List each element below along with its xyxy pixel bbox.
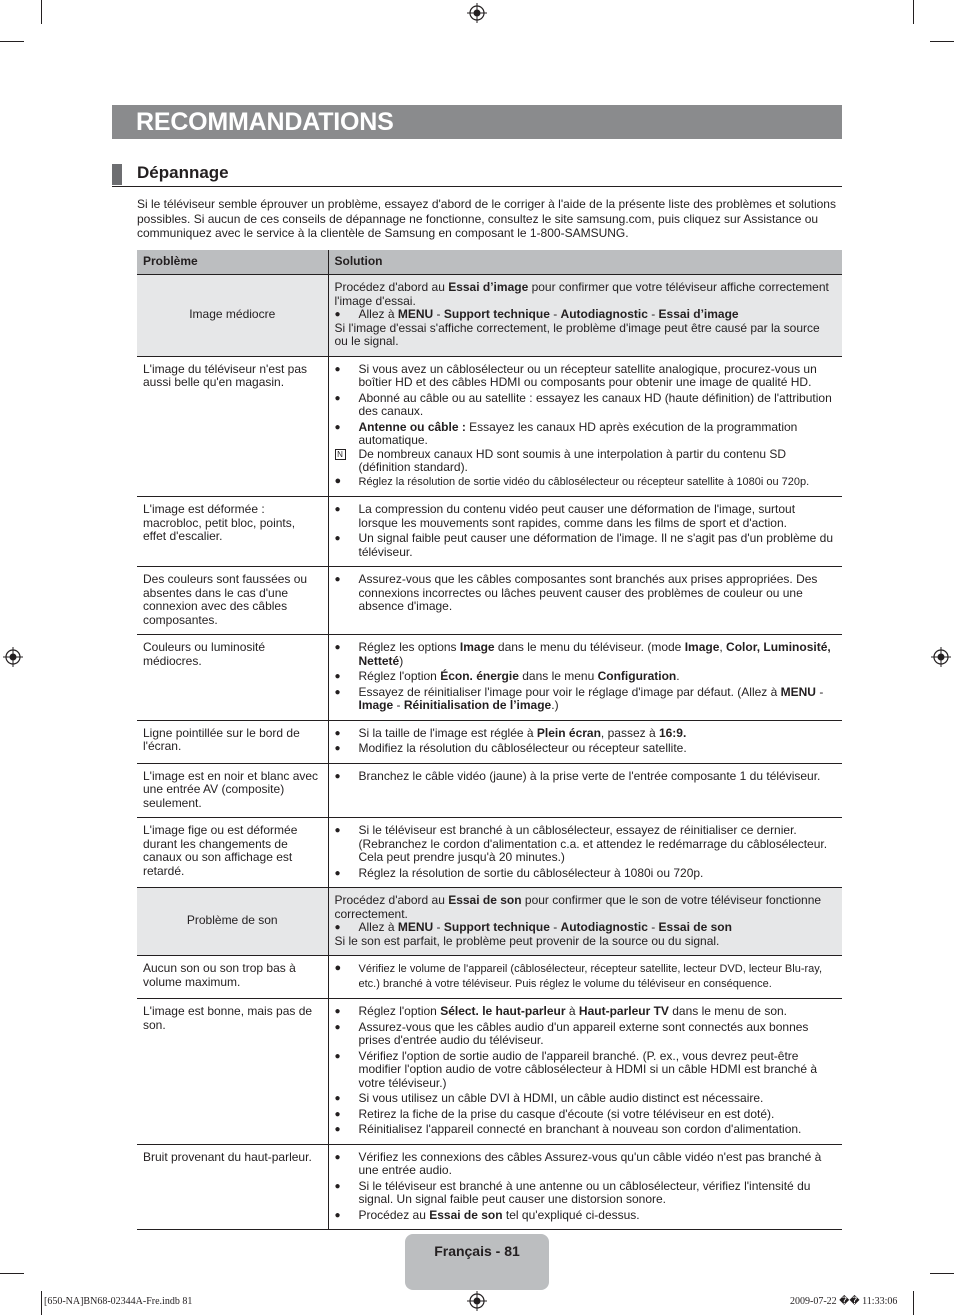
list-item-text — [359, 1179, 811, 1207]
text-run: Image — [358, 698, 394, 712]
text-run: Assurez-vous que les câbles composantes sont branchés aux prises appropriées. Des connexions incorrectes ou lâches peuvent causer des problèmes de couleur ou une absence d'image. — [358, 572, 818, 613]
bullet-icon: ● — [334, 309, 341, 320]
table-row — [137, 818, 842, 888]
problem-cell: L'image est bonne, mais pas de son. — [137, 999, 328, 1145]
list-item-text — [359, 391, 832, 419]
table-row — [137, 763, 842, 818]
text-run: Essai de son — [448, 893, 522, 907]
table-row — [137, 888, 842, 956]
list-item — [335, 824, 837, 865]
solution-cell — [328, 567, 842, 635]
text-run: Si la taille de l'image est réglée à — [358, 725, 537, 740]
bullet-icon: ● — [334, 686, 341, 698]
crop-mark — [41, 0, 42, 24]
text-run: Procédez d'abord au — [334, 893, 449, 907]
problem-cell: Couleurs ou luminosité médiocres. — [137, 635, 328, 721]
text-run: Image — [459, 640, 495, 654]
list-item — [335, 641, 837, 668]
imprint-file: [650-NA]BN68-02344A-Fre.indb 81 — [44, 1296, 193, 1307]
solution-cell — [328, 635, 842, 721]
list-item-text — [359, 362, 817, 390]
text-run: Allez à — [358, 307, 398, 321]
bullet-list — [335, 503, 837, 559]
text-run: Essayez les canaux HD après exécution de la programmation automatique. — [358, 419, 798, 447]
list-item — [335, 670, 837, 684]
solution-cell — [328, 356, 842, 497]
bullet-list — [335, 475, 837, 490]
text-run: - — [433, 307, 444, 321]
list-item-text — [359, 769, 821, 783]
problem-cell: Image médiocre — [137, 275, 328, 357]
text-run: Un signal faible peut causer une déformation de l'image. Il ne s'agit pas d'un problème du téléviseur. — [358, 531, 833, 559]
section-title: Dépannage — [137, 163, 229, 182]
text-run: Vérifiez l'option de sortie audio de l'appareil branché. (P. ex., vous devrez peut-être modifier l'option audio de votre câblosélecteur à HDMI si un câble HDMI est branché à votre téléviseur.) — [358, 1048, 818, 1090]
text-run: dans le menu du téléviseur. (mode — [494, 640, 685, 654]
text-run: - — [393, 698, 404, 712]
text-run: Support technique — [443, 307, 550, 321]
table-row — [137, 497, 842, 567]
text-run: MENU — [397, 307, 434, 321]
list-item — [335, 1108, 837, 1122]
text-run: Si le téléviseur est branché à un câblosélecteur, essayez de réinitialiser ce dernier. (Rebranchez le cordon d'alimentation c.a. et attendez le redémarrage du câblosélecteur. Cela peut prendre jusqu'à 20 minutes.) — [358, 823, 828, 864]
bullet-icon: ● — [334, 727, 341, 739]
bullet-icon: ● — [334, 1006, 341, 1017]
list-item-text — [359, 669, 680, 683]
bullet-icon: ● — [334, 574, 341, 585]
list-item-text — [359, 963, 823, 990]
bullet-icon: ● — [334, 363, 341, 375]
bullet-icon: ● — [334, 1209, 341, 1221]
bullet-icon: ● — [334, 1093, 341, 1104]
imprint-date: 2009-07-22 �� 11:33:06 — [790, 1296, 898, 1307]
problem-cell: L'image fige ou est déformée durant les changements de canaux ou son affichage est retardé. — [137, 818, 328, 888]
header-solution: Solution — [328, 250, 842, 275]
text-run: MENU — [397, 920, 434, 934]
table-header-row — [137, 250, 842, 275]
bullet-icon: ● — [334, 770, 341, 782]
bullet-icon: ● — [334, 867, 341, 879]
bullet-list — [335, 573, 837, 614]
solution-cell — [328, 720, 842, 763]
text-run: - — [433, 920, 444, 934]
list-item — [335, 1123, 837, 1137]
page-number: Français - 81 — [434, 1243, 520, 1259]
table-row — [137, 635, 842, 721]
text-run: Haut-parleur TV — [578, 1004, 669, 1018]
text-run: Si le son est parfait, le problème peut provenir de la source ou du signal. — [334, 933, 720, 948]
text-run: - — [815, 684, 824, 699]
list-item — [335, 1209, 837, 1223]
text-run: Support technique — [443, 920, 550, 934]
text-run: pour confirmer que le son de votre téléviseur fonctionne correctement. — [334, 893, 822, 921]
list-item — [335, 962, 837, 991]
bullet-icon: ● — [334, 392, 341, 404]
text-run: Autodiagnostic — [560, 920, 648, 934]
section-bar — [112, 164, 122, 185]
list-item-text — [359, 1150, 822, 1178]
text-run: De nombreux canaux HD sont soumis à une interpolation à partir du contenu SD (définition standard). — [358, 446, 787, 474]
table-row — [137, 275, 842, 357]
text-run: Procédez d'abord au — [334, 280, 449, 294]
text-run: Antenne ou câble : — [358, 419, 466, 434]
solution-cell — [328, 275, 842, 357]
solution-cell — [328, 956, 842, 999]
text-run: dans le menu — [518, 669, 598, 683]
bullet-list — [335, 824, 837, 880]
text-run: - — [647, 307, 659, 321]
list-item-text — [359, 920, 732, 934]
text-run: Color, Luminosité, Netteté — [358, 640, 831, 668]
list-item — [335, 1092, 837, 1106]
list-item-text — [359, 502, 796, 530]
list-item-text — [359, 572, 818, 613]
solution-paragraph — [335, 322, 837, 349]
list-item — [335, 867, 837, 881]
bullet-icon: ● — [334, 642, 341, 653]
note-text — [359, 447, 787, 475]
list-item-text — [359, 1122, 802, 1136]
text-run: Si vous utilisez un câble DVI à HDMI, un câble audio distinct est nécessaire. — [358, 1091, 764, 1105]
text-run: Retirez la fiche de la prise du casque d'écoute (si votre téléviseur en est doté). — [358, 1106, 775, 1121]
list-item-text — [359, 823, 828, 864]
list-item — [335, 686, 837, 713]
list-item-text — [359, 741, 687, 755]
text-run: Configuration — [597, 669, 677, 683]
text-run: Essai d’image — [658, 307, 739, 321]
list-item — [335, 921, 837, 935]
note — [335, 448, 837, 475]
text-run: - — [549, 920, 561, 934]
text-run: Vérifiez le volume de l'appareil (câblosélecteur, récepteur satellite, lecteur DVD, lecteur Blu-ray, etc.) branché à votre téléviseur. Puis réglez le volume du téléviseur en conséquence. — [358, 963, 822, 990]
text-run: dans le menu de son. — [668, 1004, 787, 1018]
bullet-icon: ● — [334, 962, 342, 974]
text-run: La compression du contenu vidéo peut causer une déformation de l'image, surtout lorsque les mouvements sont rapides, comme dans les films de sport et d'action. — [358, 502, 796, 530]
text-run: Réglez les options — [358, 640, 460, 654]
table-row — [137, 356, 842, 497]
bullet-icon: ● — [334, 421, 341, 433]
table-row — [137, 720, 842, 763]
problem-cell: Bruit provenant du haut-parleur. — [137, 1144, 328, 1230]
solution-cell — [328, 888, 842, 956]
registration-mark-icon — [3, 647, 23, 667]
list-item — [335, 770, 837, 784]
bullet-icon: ● — [334, 922, 341, 933]
list-item-text — [359, 1208, 640, 1222]
crop-mark — [930, 1273, 954, 1274]
list-item-text — [359, 685, 824, 713]
table-row — [137, 567, 842, 635]
crop-mark — [0, 1273, 24, 1274]
text-run: Vérifiez les connexions des câbles Assurez-vous qu'un câble vidéo n'est pas branché à une entrée audio. — [358, 1149, 822, 1177]
crop-mark — [913, 1291, 914, 1315]
solution-cell — [328, 818, 842, 888]
solution-cell — [328, 999, 842, 1145]
crop-mark — [41, 1291, 42, 1315]
list-item — [335, 363, 837, 390]
text-run: , passez à — [600, 725, 659, 740]
solution-paragraph — [335, 281, 837, 308]
list-item — [335, 308, 837, 322]
troubleshooting-table — [137, 250, 842, 1230]
solution-paragraph — [335, 935, 837, 949]
text-run: Essayez de réinitialiser l'image pour voir le réglage d'image par défaut. (Allez à — [358, 684, 781, 699]
bullet-list — [335, 641, 837, 713]
text-run: Réinitialisation de l’image — [403, 698, 552, 712]
bullet-icon: ● — [334, 1124, 341, 1135]
text-run: MENU — [780, 684, 816, 699]
text-run: Image — [684, 640, 720, 654]
intro-paragraph: Si le téléviseur semble éprouver un problème, essayez d'abord de le corriger à l'aide de la présente liste des problèmes et solutions possibles. Si aucun de ces conseils de dépannage ne fonctionne, consultez le site samsung.com, puis cliquez sur Assistance ou communiquez avec le service à la clientèle de Samsung en composant le 1-800-SAMSUNG. — [137, 197, 836, 240]
solution-cell — [328, 763, 842, 818]
text-run: Si le téléviseur est branché à une antenne ou un câblosélecteur, vérifiez l'intensité du signal. Un signal faible peut causer une distorsion sonore. — [358, 1178, 811, 1206]
text-run: à — [565, 1004, 579, 1018]
bullet-icon: ● — [334, 1180, 341, 1192]
list-item — [335, 1180, 837, 1207]
list-item — [335, 532, 837, 559]
bullet-icon: ● — [334, 533, 341, 544]
list-item-text — [359, 866, 704, 880]
text-run: tel qu'expliqué ci-dessus. — [502, 1207, 640, 1222]
list-item-text — [359, 1049, 818, 1090]
text-run: Autodiagnostic — [560, 307, 648, 321]
text-run: Abonné au câble ou au satellite : essayez les canaux HD (haute définition) de l'attribution des canaux. — [358, 390, 832, 418]
text-run: , — [719, 640, 727, 654]
text-run: Essai de son — [429, 1207, 503, 1222]
bullet-list — [335, 1151, 837, 1223]
problem-cell: L'image est en noir et blanc avec une entrée AV (composite) seulement. — [137, 763, 328, 818]
text-run: Plein écran — [536, 725, 601, 740]
text-run: Branchez le câble vidéo (jaune) à la prise verte de l'entrée composante 1 du téléviseur. — [358, 768, 821, 783]
list-item-text — [359, 476, 810, 488]
solution-paragraph — [335, 894, 837, 921]
header-problem: Problème — [137, 250, 328, 275]
bullet-list — [335, 363, 837, 448]
list-item-text — [359, 420, 798, 448]
registration-mark-icon — [931, 647, 951, 667]
table-row — [137, 956, 842, 999]
list-item-text — [359, 1091, 764, 1105]
problem-cell: Aucun son ou son trop bas à volume maximum. — [137, 956, 328, 999]
list-item-text — [359, 726, 687, 740]
text-run: Réglez la résolution de sortie vidéo du câblosélecteur ou récepteur satellite à 1080i ou 720p. — [358, 475, 810, 488]
solution-cell — [328, 1144, 842, 1230]
list-item-text — [359, 307, 739, 321]
page-title: RECOMMANDATIONS — [112, 105, 842, 139]
bullet-list — [335, 1005, 837, 1137]
text-run: pour confirmer que votre téléviseur affiche correctement l'image d'essai. — [334, 280, 829, 308]
text-run: Réglez l'option — [358, 1004, 441, 1018]
list-item — [335, 421, 837, 448]
bullet-list — [335, 770, 837, 784]
list-item-text — [359, 1107, 775, 1121]
bullet-list — [335, 727, 837, 756]
list-item — [335, 742, 837, 756]
registration-mark-icon — [467, 3, 487, 23]
bullet-icon: ● — [334, 1021, 341, 1033]
list-item — [335, 1005, 837, 1019]
problem-cell: Ligne pointillée sur le bord de l'écran. — [137, 720, 328, 763]
bullet-icon: ● — [334, 1108, 341, 1120]
bullet-icon: ● — [334, 671, 341, 682]
text-run: Assurez-vous que les câbles audio d'un appareil externe sont connectés aux bonnes prises d'entrée audio du téléviseur. — [358, 1019, 809, 1047]
list-item — [335, 1021, 837, 1048]
bullet-icon: ● — [334, 474, 342, 487]
text-run: . — [676, 669, 680, 683]
text-run: Réinitialisez l'appareil connecté en branchant à nouveau son cordon d'alimentation. — [358, 1122, 802, 1136]
registration-mark-icon — [467, 1291, 487, 1311]
text-run: - — [549, 307, 561, 321]
text-run: ) — [399, 653, 404, 668]
crop-mark — [930, 41, 954, 42]
text-run: Essai d’image — [448, 280, 529, 294]
bullet-icon: ● — [334, 1151, 341, 1163]
section-heading — [112, 162, 842, 187]
problem-cell: L'image du téléviseur n'est pas aussi belle qu'en magasin. — [137, 356, 328, 497]
text-run: Modifiez la résolution du câblosélecteur ou récepteur satellite. — [358, 741, 687, 755]
text-run: - — [647, 920, 659, 934]
bullet-list — [335, 921, 837, 935]
text-run: Réglez l'option — [358, 669, 441, 683]
problem-cell: Des couleurs sont faussées ou absentes dans le cas d'une connexion avec des câbles composantes. — [137, 567, 328, 635]
text-run: Procédez au — [358, 1207, 430, 1222]
note-icon: N — [335, 449, 346, 460]
list-item — [335, 727, 837, 741]
bullet-icon: ● — [334, 743, 341, 754]
text-run: Si l'image d'essai s'affiche correctement, le problème d'image peut être causé par la source ou le signal. — [334, 320, 820, 348]
list-item-text — [359, 1004, 788, 1018]
text-run: .) — [551, 698, 559, 712]
text-run: Essai de son — [658, 920, 732, 934]
table-row — [137, 1144, 842, 1230]
list-item — [335, 475, 837, 490]
bullet-icon: ● — [334, 504, 341, 515]
list-item — [335, 573, 837, 614]
text-run: Sélect. le haut-parleur — [440, 1004, 566, 1018]
bullet-list — [335, 962, 837, 991]
solution-cell — [328, 497, 842, 567]
list-item — [335, 1050, 837, 1091]
crop-mark — [0, 41, 24, 42]
table-row — [137, 999, 842, 1145]
text-run: Écon. énergie — [440, 669, 519, 683]
text-run: Réglez la résolution de sortie du câblosélecteur à 1080i ou 720p. — [358, 865, 704, 880]
list-item-text — [359, 640, 831, 668]
problem-cell: Problème de son — [137, 888, 328, 956]
text-run: Allez à — [358, 920, 398, 934]
problem-cell: L'image est déformée : macrobloc, petit bloc, points, effet d'escalier. — [137, 497, 328, 567]
list-item — [335, 1151, 837, 1178]
list-item — [335, 503, 837, 530]
crop-mark — [913, 0, 914, 24]
bullet-list — [335, 308, 837, 322]
list-item-text — [359, 531, 834, 559]
text-run: 16:9. — [658, 725, 687, 740]
text-run: Si vous avez un câblosélecteur ou un récepteur satellite analogique, procurez-vous un boîtier HD et des câbles HDMI ou composants pour obtenir une image de qualité HD. — [358, 361, 817, 389]
list-item-text — [359, 1020, 809, 1048]
list-item — [335, 392, 837, 419]
bullet-icon: ● — [334, 825, 341, 836]
bullet-icon: ● — [334, 1050, 341, 1062]
